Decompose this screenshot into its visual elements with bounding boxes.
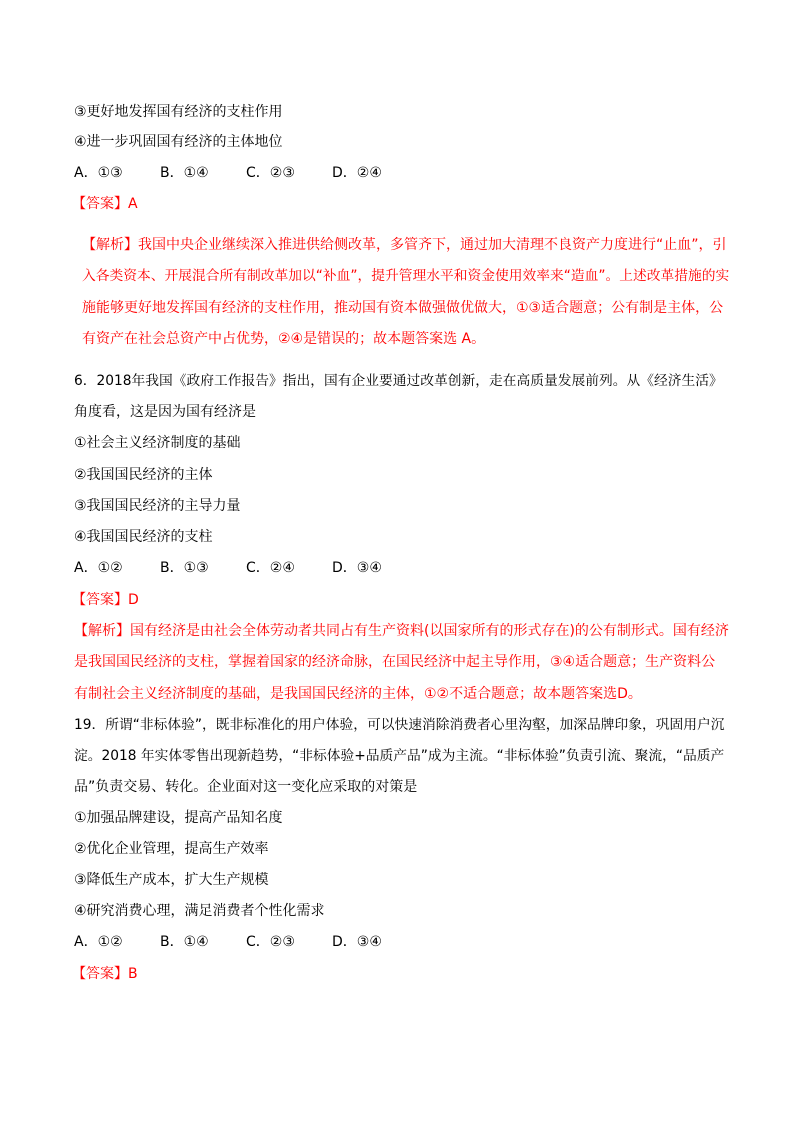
q6-analysis-line-3: 有制社会主义经济制度的基础，是我国国民经济的主体，①②不适合题意；故本题答案选D。: [74, 686, 642, 702]
q5-choice-c: C．②③: [246, 165, 295, 181]
q6-option-item-1: ①社会主义经济制度的基础: [74, 435, 241, 451]
q19-stem-line-3: 品”负责交易、转化。企业面对这一变化应采取的对策是: [74, 779, 418, 795]
q19-option-item-4: ④研究消费心理，满足消费者个性化需求: [74, 903, 325, 919]
q6-option-item-3: ③我国国民经济的主导力量: [74, 498, 241, 514]
q6-choice-b: B．①③: [160, 560, 209, 576]
q6-stem-line-1: 6．2018年我国《政府工作报告》指出，国有企业要通过改革创新，走在高质量发展前列。从《经济生活》: [74, 373, 723, 389]
q19-choice-c: C．②③: [246, 934, 295, 950]
q5-option-item-4: ④进一步巩固国有经济的主体地位: [74, 134, 283, 150]
q19-option-item-1: ①加强品牌建设，提高产品知名度: [74, 810, 283, 826]
q6-answer: 【答案】D: [72, 592, 139, 608]
q5-analysis-line-2: 入各类资本、开展混合所有制改革加以“补血”，提升管理水平和资金使用效率来“造血”。上述改革措施的实: [82, 268, 730, 284]
q19-choice-d: D．③④: [332, 934, 382, 950]
q6-analysis-line-1: 【解析】国有经济是由社会全体劳动者共同占有生产资料(以国家所有的形式存在)的公有制形式。国有经济: [74, 623, 729, 639]
q19-choice-a: A．①②: [74, 934, 123, 950]
q6-choices: [74, 558, 412, 578]
q19-stem-line-2: 淀。2018 年实体零售出现新趋势，“非标体验+品质产品”成为主流。“非标体验”负责引流、聚流，“品质产: [74, 748, 725, 764]
q5-choice-a: A．①③: [74, 165, 123, 181]
q5-option-item-3: ③更好地发挥国有经济的支柱作用: [74, 104, 283, 120]
q19-option-item-3: ③降低生产成本，扩大生产规模: [74, 872, 269, 888]
q5-analysis-line-1: 【解析】我国中央企业继续深入推进供给侧改革，多管齐下，通过加大清理不良资产力度进行“止血”，引: [82, 237, 727, 253]
q5-analysis-line-3: 施能够更好地发挥国有经济的支柱作用，推动国有资本做强做优做大，①③适合题意；公有制是主体，公: [82, 300, 724, 316]
q6-choice-c: C．②④: [246, 560, 295, 576]
q19-answer: 【答案】B: [72, 966, 138, 982]
q5-answer: 【答案】A: [72, 196, 138, 212]
q19-choice-b: B．①④: [160, 934, 209, 950]
q6-choice-d: D．③④: [332, 560, 382, 576]
q6-stem-line-2: 角度看，这是因为国有经济是: [74, 404, 256, 420]
q5-choice-b: B．①④: [160, 165, 209, 181]
q19-stem-line-1: 19．所谓“非标体验”，既非标准化的用户体验，可以快速消除消费者心里沟壑，加深品牌印象，巩固用户沉: [74, 717, 725, 733]
q5-analysis-line-4: 有资产在社会总资产中占优势，②④是错误的；故本题答案选 A。: [82, 331, 486, 347]
q19-choices: [74, 932, 412, 952]
q5-choice-d: D．②④: [332, 165, 382, 181]
q19-option-item-2: ②优化企业管理，提高生产效率: [74, 841, 269, 857]
q6-option-item-4: ④我国国民经济的支柱: [74, 529, 213, 545]
q6-analysis-line-2: 是我国国民经济的支柱，掌握着国家的经济命脉，在国民经济中起主导作用，③④适合题意；生产资料公: [74, 654, 716, 670]
q6-option-item-2: ②我国国民经济的主体: [74, 467, 213, 483]
q5-choices: [74, 163, 412, 183]
q6-choice-a: A．①②: [74, 560, 123, 576]
